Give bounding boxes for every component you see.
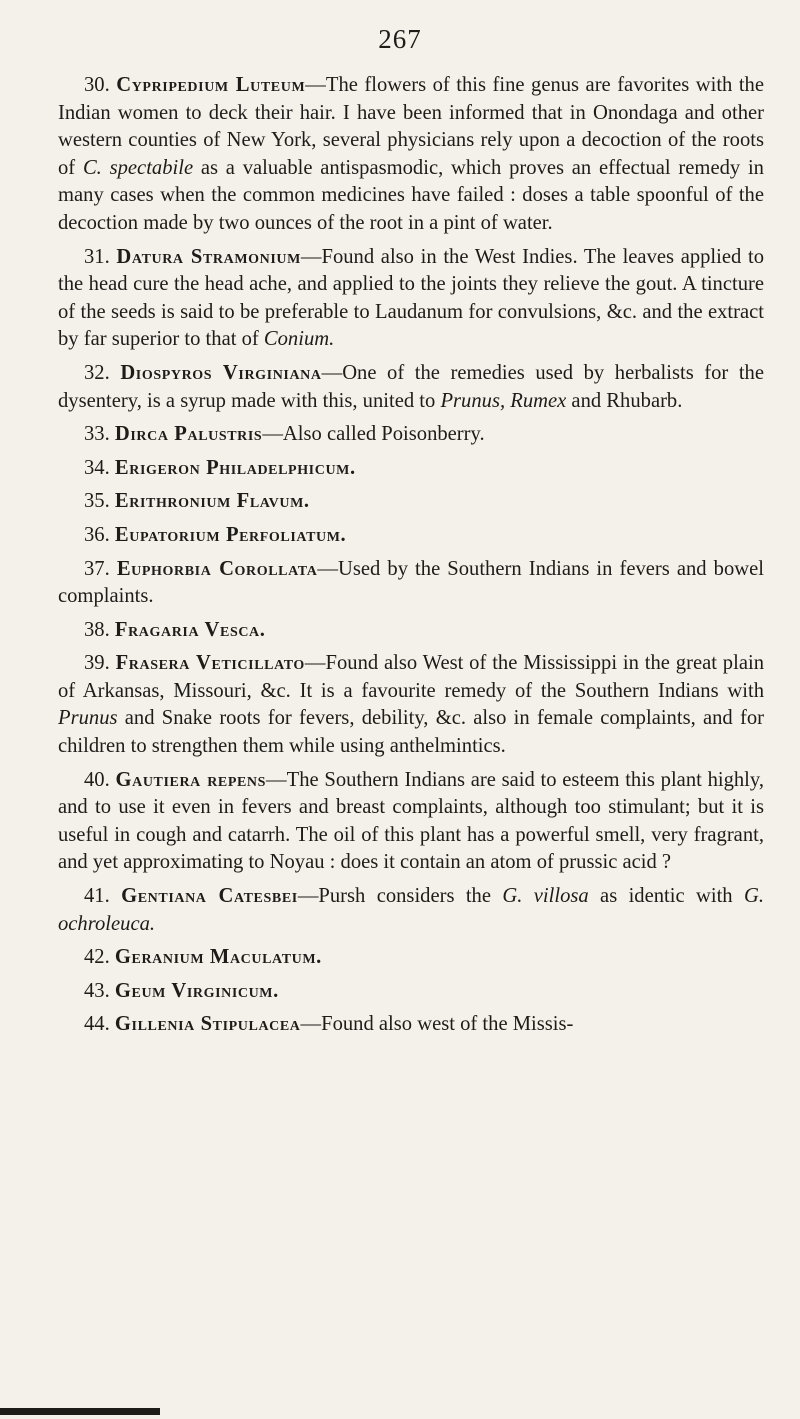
entry-number: 31. (84, 245, 110, 268)
entry-number: 41. (84, 885, 110, 908)
entry (58, 488, 764, 516)
plant-name: Erigeron Philadelphicum. (114, 456, 356, 479)
entry (58, 883, 764, 938)
entry-number: 35. (84, 490, 110, 513)
italic-text: Prunus (58, 707, 118, 730)
entry-number: 33. (84, 423, 110, 446)
entry-text: —The Southern Indians are said to esteem this plant highly, and to use it even in fevers and breast complaints, although too stimulant; but it is useful in cough and catarrh. The oil of this plant has a powerful smell, very fragrant, and yet approximating to Noyau : does it contain an atom of prussic acid ? (58, 768, 765, 874)
entry-text: —Found also in the West Indies. The leaves applied to the head cure the head ache, and applied to the joints they relieve the gout. A tincture of the seeds is said to be preferable to Laudanum for convulsions, &c. and the extract by far superior to that of (58, 245, 764, 351)
italic-text: C. spectabile (82, 156, 194, 179)
italic-text: G. villosa (502, 885, 589, 908)
plant-name: Datura Stramonium (116, 245, 301, 268)
entry-number: 37. (84, 557, 110, 580)
italic-text: G. ochroleuca. (58, 885, 764, 935)
plant-name: Gautiera repens (115, 768, 267, 791)
entry (58, 522, 764, 550)
page-number: 267 (378, 24, 422, 54)
entry-number: 43. (84, 979, 110, 1002)
entry (58, 556, 764, 611)
plant-name: Eupatorium Perfoliatum. (114, 523, 347, 546)
entry (58, 455, 764, 483)
plant-name: Cypripedium Luteum (116, 74, 306, 96)
plant-name: Diospyros Virginiana (120, 361, 322, 384)
entry-number: 38. (84, 618, 110, 641)
entry-number: 32. (84, 361, 110, 384)
entry-number: 40. (84, 768, 110, 791)
plant-name: Geranium Maculatum. (114, 946, 322, 969)
entry-number: 42. (84, 946, 110, 969)
entry-text: —Also called Poisonberry. (262, 423, 485, 446)
entry-text: —Pursh considers the (297, 885, 503, 908)
entry-number: 36. (84, 523, 110, 546)
plant-name: Gillenia Stipulacea (114, 1013, 301, 1036)
entry-text: —One of the remedies used by herbalists for the dysentery, is a syrup made with this, united to (58, 361, 764, 412)
entry (58, 72, 764, 238)
entry (58, 650, 764, 760)
entry-number: 44. (84, 1013, 110, 1036)
page-text (58, 72, 764, 1045)
italic-text: Prunus, Rumex (440, 389, 567, 412)
entry (58, 360, 764, 415)
entry-text: —Used by the Southern Indians in fevers and bowel complaints. (58, 557, 765, 608)
entry-text: —The flowers of this fine genus are favorites with the Indian women to deck their hair. I have been informed that in Onondaga and other western counties of New York, several physicians rely upon a decoction of the roots of (58, 74, 764, 179)
entry-text: —Found also west of the Missis- (300, 1013, 574, 1036)
plant-name: Erithronium Flavum. (114, 490, 310, 513)
entry-text: and Rhubarb. (566, 389, 683, 412)
entry-text: as identic with (588, 885, 744, 908)
page-edge-rule (0, 1408, 160, 1415)
entry-number: 39. (84, 652, 110, 675)
entry-text: and Snake roots for fevers, debility, &c. also in female complaints, and for children to strengthen them while using anthelmintics. (58, 707, 764, 758)
entry-text: —Found also West of the Mississippi in the great plain of Arkansas, Missouri, &c. It is a favourite remedy of the Southern Indians with (58, 652, 764, 702)
entry (58, 978, 764, 1006)
entry (58, 767, 764, 877)
plant-name: Dirca Palustris (114, 423, 263, 446)
plant-name: Euphorbia Corollata (116, 557, 318, 580)
plant-name: Geum Virginicum. (114, 979, 279, 1002)
entry-number: 30. (84, 74, 110, 96)
plant-name: Fragaria Vesca. (114, 618, 266, 641)
italic-text: Conium. (263, 328, 335, 351)
entry (58, 421, 764, 449)
entry (58, 244, 764, 354)
entry (58, 944, 764, 972)
entry (58, 1011, 764, 1039)
entry-number: 34. (84, 456, 110, 479)
plant-name: Frasera Veticillato (115, 652, 305, 675)
entry-text: as a valuable antispasmodic, which proves an effectual remedy in many cases when the common medicines have failed : doses a table spoonful of the decoction made by two ounces of the root in a pint of water. (58, 156, 764, 234)
entry (58, 617, 764, 645)
plant-name: Gentiana Catesbei (121, 885, 298, 908)
